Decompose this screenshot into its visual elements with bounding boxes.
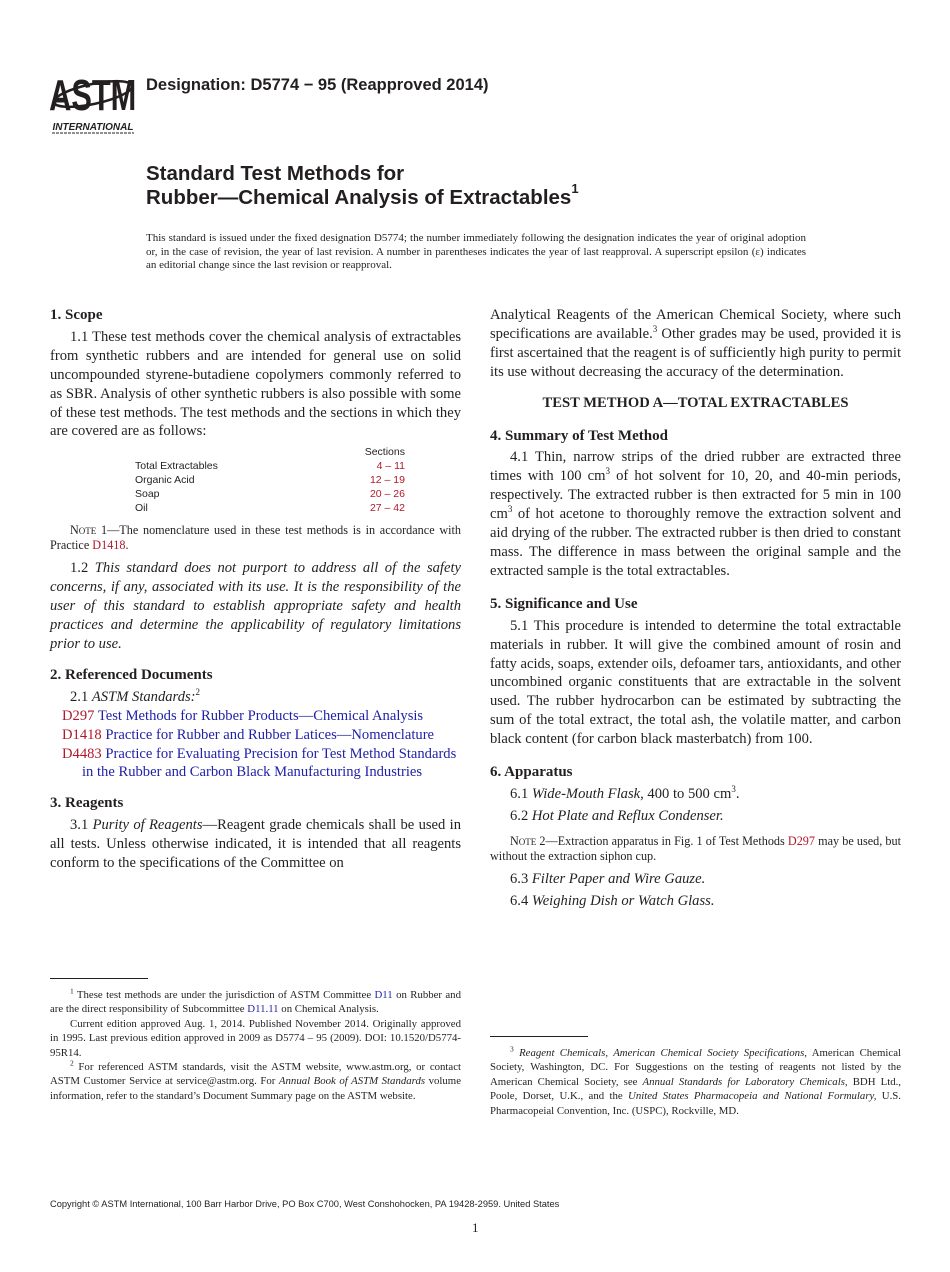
document-title: [146, 162, 579, 210]
footnotes-left: [50, 988, 461, 1103]
section-1-1: 1.1 These test methods cover the chemical analysis of extractables from synthetic rubbers and are intended for general use on solid uncompounded styrene-butadiene copolymers commonly referred to as SBR. Analysis of other synthetic rubbers is also possible with some of these test methods. The test methods and the sections in which they are covered are as follows:: [50, 328, 461, 440]
note-2: Note 2—Extraction apparatus in Fig. 1 of Test Methods D297 may be used, but without the extraction siphon cup.: [490, 833, 901, 863]
right-column: [490, 306, 901, 914]
d297-link[interactable]: D297: [787, 833, 815, 848]
section-1-2: 1.2 This standard does not purport to address all of the safety concerns, if any, associated with its use. It is the responsibility of the user of this standard to establish appropriate safety and health practices and determine the applicability of regulatory limitations prior to use.: [50, 560, 461, 652]
astm-logo-icon: [50, 60, 136, 134]
designation: Designation: D5774 − 95 (Reapproved 2014): [146, 76, 489, 94]
section-3-heading: 3. Reagents: [50, 795, 124, 812]
d1418-link[interactable]: D1418: [92, 538, 126, 553]
section-1-heading: 1. Scope: [50, 307, 103, 323]
section-3-1-continued: Analytical Reagents of the American Chemical Society, where such specifications are available.$^3$ Other grades may be used, provided it is first ascertained that the reagent is of sufficiently high purity to permit its use without decreasing the accuracy of the determination.: [490, 307, 901, 380]
section-2-1: 2.1 ASTM Standards:$^2$: [70, 686, 201, 705]
page-number: 1: [472, 1220, 479, 1235]
section-5-1: 5.1 This procedure is intended to determine the total extractable materials in rubber. It will give the combined amount of rosin and fatty acids, soaps, extender oils, defoamer tars, antioxidants, and other uncombined organic constituents that are extractable in the solvent used. The rubber hydrocarbon can be estimated by subtracting the sum of the total extract, the total ash, the volatile matter, and carbon black content (for carbon black masterbatch) from 100.: [490, 617, 901, 748]
title-footnote-mark[interactable]: 1: [571, 181, 579, 197]
footnote-rule-left: [50, 978, 148, 979]
table-row: Organic Acid 12 – 19: [135, 474, 405, 487]
section-4-heading: 4. Summary of Test Method: [490, 427, 668, 444]
note-1: Note 1—The nomenclature used in these test methods is in accordance with Practice D1418.: [50, 523, 461, 553]
table-row: Total Extractables 4 – 11: [135, 460, 405, 473]
footnotes-right: [490, 1046, 901, 1118]
sections-link[interactable]: 12 – 19: [369, 474, 405, 487]
section-2-heading: 2. Referenced Documents: [50, 666, 213, 683]
left-column: [50, 306, 461, 873]
section-6-2: 6.2 Hot Plate and Reflux Condenser.: [510, 807, 724, 824]
section-5-heading: 5. Significance and Use: [490, 595, 638, 612]
footnote-3: $^3$ Reagent Chemicals, American Chemical Society Specifications, American Chemical Society, Washington, DC. For Suggestions on the testing of reagents not listed by the American Chemical Society, see Annual Standards for Laboratory Chemicals, BDH Ltd., Poole, Dorset, U.K., and the United States Pharmacopeia and National Formulary, U.S. Pharmacopeial Convention, Inc. (USPC), Rockville, MD.: [490, 1044, 902, 1117]
footnote-rule-right: [490, 1036, 588, 1037]
reference-d297[interactable]: D297 Test Methods for Rubber Products—Chemical Analysis: [62, 707, 424, 724]
section-3-1: 3.1 Purity of Reagents—Reagent grade chemicals shall be used in all tests. Unless otherwise indicated, it is intended that all reagents conform to the specifications of the Committee on: [50, 817, 461, 872]
section-6-heading: 6. Apparatus: [490, 764, 573, 781]
title-line-2: Rubber—Chemical Analysis of Extractables: [146, 186, 572, 209]
d11-11-link[interactable]: D11.11: [247, 1003, 279, 1016]
astm-logo: [50, 60, 136, 134]
footnote-1-edition: Current edition approved Aug. 1, 2014. Published November 2014. Originally approved in 1995. Last previous edition approved in 2009 as D5774 – 95 (2009). DOI: 10.1520/D5774-95R14.: [50, 1017, 461, 1059]
standard-intro: This standard is issued under the fixed designation D5774; the number immediately following the designation indicates the year of original adoption or, in the case of revision, the year of last revision. A number in parentheses indicates the year of last reapproval. A superscript epsilon (ε) indicates an editorial change since the last revision or reapproval.: [146, 232, 806, 271]
svg-text:INTERNATIONAL: INTERNATIONAL: [52, 122, 134, 133]
reference-d1418[interactable]: D1418 Practice for Rubber and Rubber Latices—Nomenclature: [62, 726, 435, 743]
section-4-1: 4.1 Thin, narrow strips of the dried rubber are extracted three times with 100 $cm^3$ of hot solvent for 10, 20, and 40-min periods, respectively. The extracted rubber is then extracted for 5 min in 100 $cm^3$ of hot acetone to thoroughly remove the extraction solvent and aid drying of the rubber. The extracted rubber is then dried to constant mass. The difference in mass between the original sample and the extracted sample is the total extractables.: [490, 449, 901, 579]
test-method-a-heading: TEST METHOD A—TOTAL EXTRACTABLES: [542, 394, 849, 411]
section-6-4: 6.4 Weighing Dish or Watch Glass.: [510, 892, 715, 909]
section-6-3: 6.3 Filter Paper and Wire Gauze.: [510, 870, 706, 887]
footnote-1: $^1$ These test methods are under the jurisdiction of ASTM Committee D11 on Rubber and are the direct responsibility of Subcommittee D11.11 on Chemical Analysis.: [50, 986, 461, 1016]
d11-link[interactable]: D11: [374, 989, 393, 1001]
table-row: Oil 27 – 42: [135, 502, 405, 515]
sections-link[interactable]: 4 – 11: [376, 460, 405, 473]
copyright: Copyright © ASTM International, 100 Barr Harbor Drive, PO Box C700, West Conshohocken, PA 19428-2959. United States: [50, 1199, 560, 1209]
svg-text:ASTM: ASTM: [50, 71, 136, 121]
footnote-2: $^2$ For referenced ASTM standards, visit the ASTM website, www.astm.org, or contact ASTM Customer Service at service@astm.org. For Annual Book of ASTM Standards volume information, refer to the standard’s Document Summary page on the ASTM website.: [50, 1058, 461, 1102]
reference-d4483[interactable]: D4483 Practice for Evaluating Precision for Test Method Standards in the Rubber and Carbon Black Manufacturing Industries: [62, 745, 457, 781]
section-6-1: 6.1 Wide-Mouth Flask, 400 to 500 $cm^3$.: [510, 784, 740, 802]
title-line-1: Standard Test Methods for: [146, 162, 405, 185]
table-row: Soap 20 – 26: [135, 488, 405, 501]
sections-link[interactable]: 20 – 26: [369, 488, 405, 501]
sections-link[interactable]: 27 – 42: [369, 502, 405, 515]
sections-header: Sections: [364, 446, 405, 459]
sections-table: [135, 445, 405, 515]
